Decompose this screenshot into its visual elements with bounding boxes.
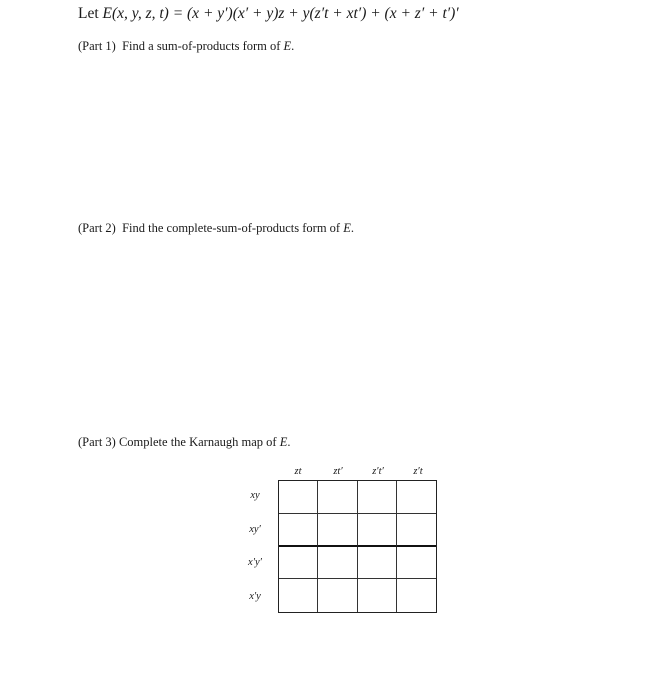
kmap-cell[interactable] — [397, 579, 436, 612]
part-1-var: E — [283, 39, 292, 53]
part-3-var: E — [279, 435, 288, 449]
problem-statement — [78, 5, 459, 23]
part-3-text: Complete the Karnaugh map of — [118, 435, 280, 449]
kmap-cell[interactable] — [318, 514, 357, 547]
kmap-cell[interactable] — [358, 579, 397, 612]
part-2-var: E — [343, 221, 351, 235]
part-2-end: . — [350, 221, 354, 235]
kmap-cell[interactable] — [279, 514, 318, 547]
part-3-label: (Part 3) — [78, 435, 116, 449]
kmap-cell[interactable] — [397, 481, 436, 514]
kmap-row-label-xprime-y: x′y — [249, 591, 261, 602]
problem-prefix: Let — [78, 5, 103, 22]
kmap-cell[interactable] — [318, 547, 357, 580]
kmap-cell[interactable] — [397, 547, 436, 580]
kmap-col-label-zt-prime: zt′ — [333, 466, 343, 477]
kmap-cell[interactable] — [358, 481, 397, 514]
kmap-cell[interactable] — [318, 481, 357, 514]
part-3-prompt — [78, 435, 290, 450]
kmap-col-label-zprime-tprime: z′t′ — [372, 466, 384, 477]
kmap-cell[interactable] — [279, 481, 318, 514]
part-2-prompt — [78, 221, 354, 236]
kmap-cell[interactable] — [279, 547, 318, 580]
part-1-label: (Part 1) — [78, 39, 116, 53]
part-1-text: Find a sum-of-products form of — [122, 39, 284, 53]
kmap-row-label-xy-prime: xy′ — [249, 524, 261, 535]
kmap-row-label-xprime-yprime: x′y′ — [248, 557, 262, 568]
boolean-expression: E(x, y, z, t) = (x + y′)(x′ + y)z + y(z′t + xt′) + (x + z′ + t′)′ — [102, 5, 459, 22]
kmap-cell[interactable] — [318, 579, 357, 612]
karnaugh-map-grid — [278, 480, 437, 613]
kmap-cell[interactable] — [358, 514, 397, 547]
part-1-prompt — [78, 39, 294, 54]
kmap-cell[interactable] — [397, 514, 436, 547]
part-2-label: (Part 2) — [78, 221, 116, 235]
kmap-col-label-zprime-t: z′t — [413, 466, 423, 477]
kmap-col-label-zt: zt — [294, 466, 302, 477]
kmap-cell[interactable] — [358, 547, 397, 580]
kmap-row-label-xy: xy — [250, 490, 260, 501]
kmap-cell[interactable] — [279, 579, 318, 612]
part-1-end: . — [291, 39, 295, 53]
part-2-text: Find the complete-sum-of-products form of — [122, 221, 344, 235]
part-3-end: . — [287, 435, 291, 449]
